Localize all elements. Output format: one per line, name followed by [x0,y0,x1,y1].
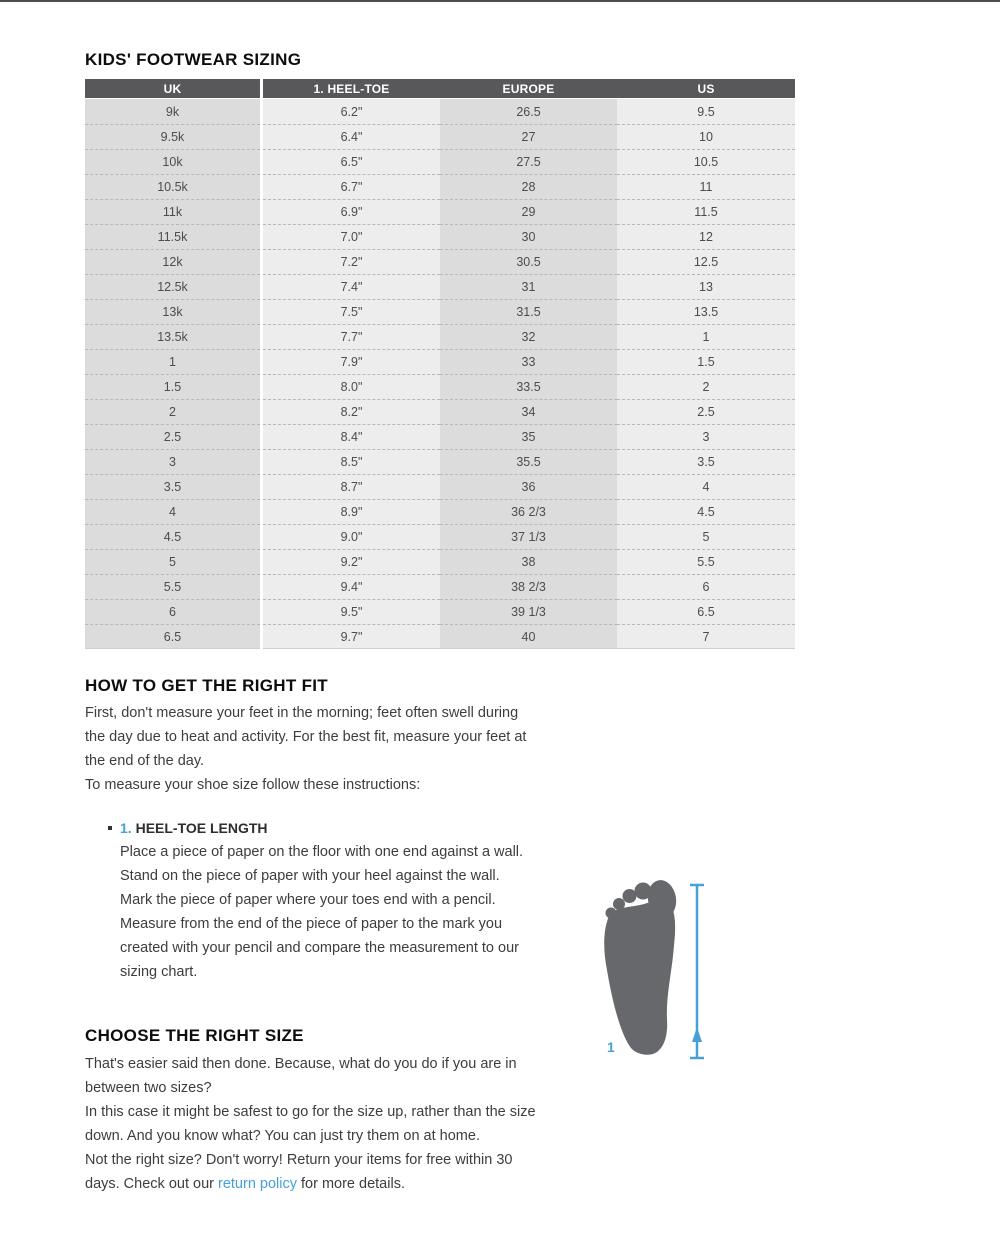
return-policy-link[interactable]: return policy [218,1176,297,1192]
table-cell: 6.5 [85,624,260,649]
table-cell: 28 [440,174,617,199]
table-cell: 9.5 [617,99,795,124]
table-cell: 7.4" [263,274,440,299]
table-cell: 8.5" [263,449,440,474]
table-cell: 7.2" [263,249,440,274]
foot-measurement-diagram [598,874,718,1066]
table-cell: 8.7" [263,474,440,499]
table-row [85,424,795,449]
table-cell: 37 1/3 [440,524,617,549]
table-cell: 9.4" [263,574,440,599]
table-cell: 27 [440,124,617,149]
table-cell: 6.5 [617,599,795,624]
choose-paragraph-2: In this case it might be safest to go for the size up, rather than the size down. And you know what? You can just try them on at home. [85,1104,536,1144]
choose-paragraph-3-tail: for more details. [296,1176,405,1192]
table-row [85,299,795,324]
table-cell: 39 1/3 [440,599,617,624]
table-cell: 9.7" [263,624,440,649]
fit-instruction-lead: To measure your shoe size follow these instructions: [85,777,421,793]
table-cell: 7.7" [263,324,440,349]
table-cell: 6.7" [263,174,440,199]
table-row [85,524,795,549]
table-cell: 35.5 [440,449,617,474]
table-cell: 30 [440,224,617,249]
choose-section-paragraphs [85,1052,545,1196]
choose-paragraph-3 [85,1148,545,1196]
measurement-arrow-icon [692,1027,702,1042]
table-cell: 6.2" [263,99,440,124]
table-cell: 1.5 [85,374,260,399]
table-cell: 10k [85,149,260,174]
table-cell: 7.5" [263,299,440,324]
table-cell: 3.5 [85,474,260,499]
table-cell: 4.5 [617,499,795,524]
table-row [85,399,795,424]
table-cell: 3 [85,449,260,474]
table-cell: 3 [617,424,795,449]
table-row [85,199,795,224]
table-cell: 9.5k [85,124,260,149]
table-cell: 9.2" [263,549,440,574]
table-row [85,599,795,624]
table-cell: 30.5 [440,249,617,274]
table-cell: 9.0" [263,524,440,549]
table-row [85,549,795,574]
table-cell: 11 [617,174,795,199]
table-cell: 8.9" [263,499,440,524]
step-sentence: Place a piece of paper on the floor with one end against a wall. [120,844,524,860]
table-cell: 13k [85,299,260,324]
column-header-europe: EUROPE [440,79,617,98]
column-header-us: US [617,79,795,98]
table-cell: 35 [440,424,617,449]
size-chart-body [85,99,795,649]
table-cell: 7.0" [263,224,440,249]
table-cell: 6 [85,599,260,624]
table-cell: 33.5 [440,374,617,399]
table-row [85,474,795,499]
table-row [85,124,795,149]
table-cell: 10.5 [617,149,795,174]
table-row [85,324,795,349]
size-chart-header-row [85,79,795,99]
table-cell: 33 [440,349,617,374]
table-cell: 2.5 [85,424,260,449]
table-cell: 13.5 [617,299,795,324]
table-cell: 4.5 [85,524,260,549]
column-header-uk: UK [85,79,260,98]
table-cell: 10.5k [85,174,260,199]
table-cell: 36 [440,474,617,499]
table-cell: 29 [440,199,617,224]
step-title [120,818,540,838]
step-number: 1. [120,820,132,836]
table-cell: 6.9" [263,199,440,224]
table-cell: 12.5 [617,249,795,274]
foot-silhouette-icon [598,874,718,1066]
choose-section-heading: CHOOSE THE RIGHT SIZE [85,1026,304,1045]
table-row [85,224,795,249]
table-cell: 4 [617,474,795,499]
diagram-step-label: 1 [607,1039,615,1055]
table-cell: 1 [617,324,795,349]
table-row [85,99,795,124]
fit-section-heading: HOW TO GET THE RIGHT FIT [85,676,328,695]
step-sentence: Mark the piece of paper where your toes end with a pencil. [120,892,496,908]
table-cell: 6.5" [263,149,440,174]
table-cell: 31.5 [440,299,617,324]
table-cell: 40 [440,624,617,649]
heel-toe-step [85,818,540,984]
table-row [85,624,795,649]
table-cell: 34 [440,399,617,424]
table-row [85,349,795,374]
table-cell: 7.9" [263,349,440,374]
table-cell: 8.2" [263,399,440,424]
table-cell: 38 [440,549,617,574]
choose-paragraph-3-text: Not the right size? Don't worry! Return your items for free within 30 days. Check out our [85,1152,513,1192]
table-cell: 1 [85,349,260,374]
step-sentence: Stand on the piece of paper with your heel against the wall. [120,868,500,884]
table-row [85,499,795,524]
table-row [85,174,795,199]
table-cell: 31 [440,274,617,299]
table-cell: 13.5k [85,324,260,349]
table-cell: 32 [440,324,617,349]
table-cell: 5.5 [85,574,260,599]
table-cell: 27.5 [440,149,617,174]
table-cell: 5 [85,549,260,574]
table-row [85,274,795,299]
table-cell: 6 [617,574,795,599]
table-cell: 11.5 [617,199,795,224]
page-title: KIDS' FOOTWEAR SIZING [85,50,302,69]
table-row [85,574,795,599]
step-sentence: Measure from the end of the piece of paper to the mark you created with your pencil and compare the measurement to our sizing chart. [120,916,519,980]
table-cell: 12k [85,249,260,274]
table-cell: 38 2/3 [440,574,617,599]
table-row [85,149,795,174]
table-cell: 10 [617,124,795,149]
table-cell: 1.5 [617,349,795,374]
table-cell: 11k [85,199,260,224]
table-cell: 7 [617,624,795,649]
table-cell: 8.0" [263,374,440,399]
fit-intro-paragraph: First, don't measure your feet in the morning; feet often swell during the day due to heat and activity. For the best fit, measure your feet at the end of the day. [85,705,527,769]
table-cell: 4 [85,499,260,524]
table-row [85,449,795,474]
table-cell: 12.5k [85,274,260,299]
table-cell: 11.5k [85,224,260,249]
step-title-text: HEEL-TOE LENGTH [135,820,268,836]
table-cell: 13 [617,274,795,299]
table-row [85,249,795,274]
column-header-heel-toe: 1. HEEL-TOE [263,79,440,98]
table-cell: 36 2/3 [440,499,617,524]
table-cell: 6.4" [263,124,440,149]
bullet-square-icon [108,826,112,830]
table-row [85,374,795,399]
table-cell: 9k [85,99,260,124]
table-cell: 26.5 [440,99,617,124]
top-divider [0,0,1000,2]
table-cell: 2 [617,374,795,399]
table-cell: 9.5" [263,599,440,624]
step-instructions [120,840,540,984]
size-chart-table [85,79,795,649]
table-cell: 2 [85,399,260,424]
choose-paragraph-1: That's easier said then done. Because, what do you do if you are in between two sizes? [85,1056,517,1096]
table-cell: 3.5 [617,449,795,474]
table-cell: 5.5 [617,549,795,574]
table-cell: 2.5 [617,399,795,424]
table-cell: 8.4" [263,424,440,449]
table-cell: 12 [617,224,795,249]
table-cell: 5 [617,524,795,549]
